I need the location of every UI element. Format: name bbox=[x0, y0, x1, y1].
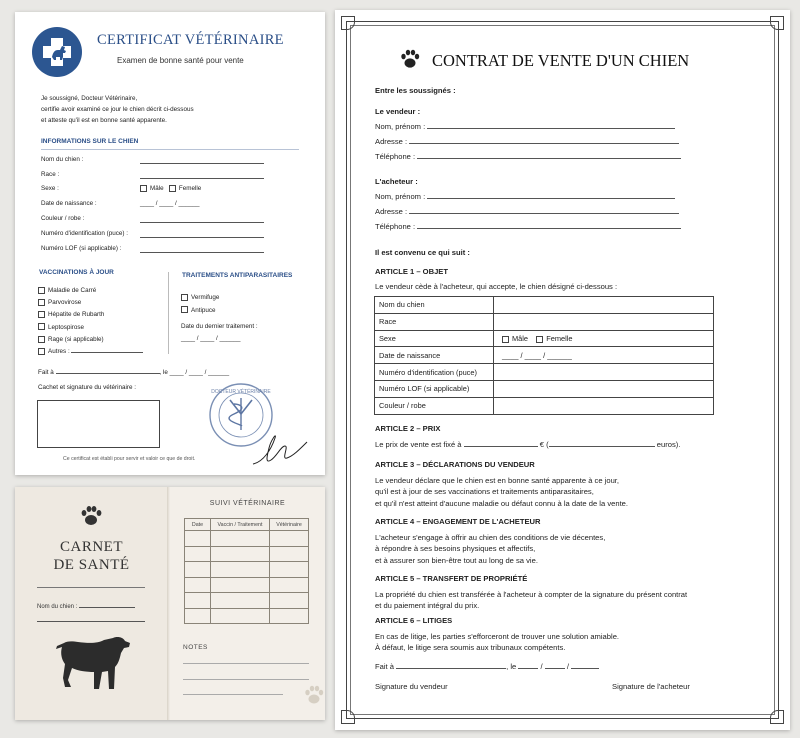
vaccination-item: Parvovirose bbox=[38, 297, 143, 309]
sale-contract bbox=[335, 10, 790, 730]
buyer-phone-line[interactable] bbox=[417, 222, 681, 229]
field-lof-line[interactable] bbox=[140, 246, 264, 253]
vaccination-checkbox[interactable] bbox=[38, 287, 45, 294]
col-date: Date bbox=[185, 519, 211, 531]
article4-text: L'acheteur s'engage à offrir au chien des conditions de vie décentes, à répondre à ses besoins physiques et affectifs, et à assurer son bien-être tout au long de sa vie. bbox=[375, 533, 606, 565]
booklet-extra-line[interactable] bbox=[37, 615, 145, 622]
buyer-name-line[interactable] bbox=[427, 192, 675, 199]
vaccination-checkbox[interactable] bbox=[38, 348, 45, 355]
signature-scribble bbox=[245, 432, 315, 470]
followup-title: SUIVI VÉTÉRINAIRE bbox=[209, 500, 286, 507]
seller-phone-line[interactable] bbox=[417, 152, 681, 159]
vet-cross-dog-icon bbox=[31, 26, 83, 78]
table-row: Race bbox=[375, 313, 714, 330]
parties-intro: Entre les soussignés : bbox=[375, 86, 456, 95]
table-row[interactable] bbox=[185, 608, 309, 624]
last-treatment-date[interactable]: ____ / ____ / ______ bbox=[181, 335, 241, 342]
paw-icon bbox=[399, 48, 421, 70]
booklet-title-line2: DE SANTÉ bbox=[53, 557, 130, 573]
place-line[interactable] bbox=[56, 367, 160, 374]
seller-phone-row: Téléphone : bbox=[375, 152, 681, 161]
contract-made-at: Fait à , le / / bbox=[375, 662, 599, 671]
buyer-address-line[interactable] bbox=[409, 207, 679, 214]
sex-options bbox=[140, 185, 201, 192]
table-row: Couleur / robe bbox=[375, 397, 714, 414]
vaccination-item: Leptospirose bbox=[38, 322, 143, 334]
article3-text: Le vendeur déclare que le chien est en bonne santé apparente à ce jour, qu'il est à jour de ses vaccinations et traitements antiparasitaires, et qu'il n'est atteint d'aucune maladie ou défaut connu à la date de la vente. bbox=[375, 476, 629, 508]
article4-title: ARTICLE 4 – ENGAGEMENT DE L'ACHETEUR bbox=[375, 517, 541, 526]
field-birthdate-label: Date de naissance : bbox=[41, 200, 97, 207]
seller-heading: Le vendeur : bbox=[375, 107, 421, 116]
vaccination-item: Rage (si applicable) bbox=[38, 334, 143, 346]
date-blank[interactable]: ____ / ____ / ______ bbox=[169, 369, 230, 376]
dog-silhouette-icon bbox=[51, 632, 135, 698]
male-checkbox[interactable] bbox=[140, 185, 147, 192]
buyer-address-row: Adresse : bbox=[375, 207, 679, 216]
other-vaccine-line[interactable] bbox=[71, 346, 143, 353]
stamp-text: DOCTEUR VÉTÉRINAIRE bbox=[211, 389, 271, 395]
vaccination-list bbox=[38, 285, 143, 358]
table-cell-input[interactable] bbox=[494, 380, 714, 397]
male-checkbox[interactable] bbox=[502, 336, 509, 343]
certificate-title: CERTIFICAT VÉTÉRINAIRE bbox=[97, 32, 284, 48]
last-treatment-label: Date du dernier traitement : bbox=[181, 323, 258, 330]
intro-line: Je soussigné, Docteur Vétérinaire, bbox=[41, 95, 138, 102]
field-chip-line[interactable] bbox=[140, 231, 264, 238]
seller-name-row: Nom, prénom : bbox=[375, 122, 675, 131]
field-dog-name-label: Nom du chien : bbox=[41, 156, 84, 163]
field-chip-label: Numéro d'identification (puce) : bbox=[41, 230, 128, 237]
birthdate-blank[interactable]: ____ / ____ / ______ bbox=[494, 347, 714, 364]
treatment-item: Antipuce bbox=[181, 305, 219, 318]
booklet-dog-name-line[interactable] bbox=[79, 601, 135, 608]
article5-title: ARTICLE 5 – TRANSFERT DE PROPRIÉTÉ bbox=[375, 574, 528, 583]
treatments-heading: TRAITEMENTS ANTIPARASITAIRES bbox=[182, 272, 293, 279]
treatment-list bbox=[181, 292, 219, 317]
treatment-checkbox[interactable] bbox=[181, 294, 188, 301]
female-checkbox[interactable] bbox=[169, 185, 176, 192]
dog-details-table bbox=[374, 296, 714, 415]
seller-address-row: Adresse : bbox=[375, 137, 679, 146]
table-row[interactable] bbox=[185, 531, 309, 547]
veterinary-certificate bbox=[15, 12, 325, 475]
booklet-dog-name: Nom du chien : bbox=[37, 601, 135, 610]
field-color-label: Couleur / robe : bbox=[41, 215, 85, 222]
health-booklet bbox=[15, 487, 325, 720]
table-row: Numéro LOF (si applicable) bbox=[375, 380, 714, 397]
buyer-phone-row: Téléphone : bbox=[375, 222, 681, 231]
field-sex-label: Sexe : bbox=[41, 185, 59, 192]
seller-address-line[interactable] bbox=[409, 137, 679, 144]
buyer-signature-label: Signature de l'acheteur bbox=[612, 682, 690, 691]
table-cell-input[interactable] bbox=[494, 297, 714, 314]
field-breed-label: Race : bbox=[41, 171, 60, 178]
certificate-subtitle: Examen de bonne santé pour vente bbox=[117, 56, 244, 65]
certificate-intro bbox=[41, 93, 194, 126]
table-cell-input[interactable] bbox=[494, 364, 714, 381]
table-cell-input[interactable] bbox=[494, 313, 714, 330]
birthdate-blank[interactable]: ____ / ____ / ______ bbox=[140, 200, 200, 207]
notes-line[interactable] bbox=[183, 663, 309, 664]
table-row[interactable] bbox=[185, 593, 309, 609]
notes-line[interactable] bbox=[183, 679, 309, 680]
booklet-followup-page bbox=[170, 487, 325, 720]
agreed-heading: Il est convenu ce qui suit : bbox=[375, 248, 470, 257]
table-header-row bbox=[185, 519, 309, 531]
cert-made-at: Fait à , le ____ / ____ / ______ bbox=[38, 369, 230, 376]
table-row[interactable] bbox=[185, 546, 309, 562]
stamp-label: Cachet et signature du vétérinaire : bbox=[38, 384, 137, 391]
vaccinations-heading: VACCINATIONS À JOUR bbox=[39, 269, 114, 276]
field-breed-line[interactable] bbox=[140, 172, 264, 179]
field-lof-label: Numéro LOF (si applicable) : bbox=[41, 245, 122, 252]
vaccination-item: Autres : bbox=[38, 346, 143, 358]
table-row: Nom du chien bbox=[375, 297, 714, 314]
table-row[interactable] bbox=[185, 562, 309, 578]
booklet-cover bbox=[15, 487, 168, 720]
price-figures-line[interactable] bbox=[464, 440, 538, 447]
table-row: Date de naissance ____ / ____ / ______ bbox=[375, 347, 714, 364]
article3-title: ARTICLE 3 – DÉCLARATIONS DU VENDEUR bbox=[375, 460, 535, 469]
notes-line[interactable] bbox=[183, 694, 283, 695]
year-line[interactable] bbox=[571, 662, 599, 669]
table-cell-input[interactable] bbox=[494, 397, 714, 414]
treatment-checkbox[interactable] bbox=[181, 306, 188, 313]
stamp-box[interactable] bbox=[37, 400, 160, 448]
seller-signature-label: Signature du vendeur bbox=[375, 682, 448, 691]
table-row: Numéro d'identification (puce) bbox=[375, 364, 714, 381]
article2-title: ARTICLE 2 – PRIX bbox=[375, 424, 441, 433]
buyer-heading: L'acheteur : bbox=[375, 177, 418, 186]
place-line[interactable] bbox=[396, 662, 506, 669]
article1-title: ARTICLE 1 – OBJET bbox=[375, 267, 448, 276]
paw-watermark-icon bbox=[303, 684, 325, 706]
col-veterinarian: Vétérinaire bbox=[270, 519, 309, 531]
vaccination-checkbox[interactable] bbox=[38, 323, 45, 330]
vaccination-checkbox[interactable] bbox=[38, 299, 45, 306]
vaccination-checkbox[interactable] bbox=[38, 336, 45, 343]
article6-text: En cas de litige, les parties s'efforceront de trouver une solution amiable. À défaut, le litige sera soumis aux tribunaux compétents. bbox=[375, 632, 620, 653]
article1-text: Le vendeur cède à l'acheteur, qui accepte, le chien désigné ci-dessous : bbox=[375, 282, 618, 291]
month-line[interactable] bbox=[545, 662, 565, 669]
female-label: Femelle bbox=[178, 185, 202, 193]
intro-line: et atteste qu'il est en bonne santé apparente. bbox=[41, 117, 167, 124]
certificate-footer: Ce certificat est établi pour servir et valoir ce que de droit. bbox=[63, 456, 196, 462]
dog-info-heading: INFORMATIONS SUR LE CHIEN bbox=[41, 138, 139, 145]
notes-title: NOTES bbox=[183, 644, 208, 651]
booklet-title-line1: CARNET bbox=[60, 539, 123, 555]
field-color-line[interactable] bbox=[140, 216, 264, 223]
female-checkbox[interactable] bbox=[536, 336, 543, 343]
article5-text: La propriété du chien est transférée à l'acheteur à compter de la signature du présent contrat et du paiement intégral du prix. bbox=[375, 590, 688, 611]
vaccination-item: Hépatite de Rubarth bbox=[38, 309, 143, 321]
article2-text: Le prix de vente est fixé à € ( euros). bbox=[375, 440, 681, 449]
followup-table bbox=[184, 518, 309, 624]
vaccination-checkbox[interactable] bbox=[38, 311, 45, 318]
buyer-name-row: Nom, prénom : bbox=[375, 192, 675, 201]
contract-title: CONTRAT DE VENTE D'UN CHIEN bbox=[432, 51, 690, 70]
treatment-item: Vermifuge bbox=[181, 292, 219, 305]
day-line[interactable] bbox=[518, 662, 538, 669]
sex-options: Mâle Femelle bbox=[494, 330, 714, 347]
paw-icon bbox=[79, 504, 103, 528]
intro-line: certifie avoir examiné ce jour le chien décrit ci-dessous bbox=[41, 106, 194, 113]
table-row: Sexe Mâle Femelle bbox=[375, 330, 714, 347]
vaccination-item: Maladie de Carré bbox=[38, 285, 143, 297]
price-words-line[interactable] bbox=[549, 440, 655, 447]
seller-name-line[interactable] bbox=[427, 122, 675, 129]
field-dog-name-line[interactable] bbox=[140, 157, 264, 164]
article6-title: ARTICLE 6 – LITIGES bbox=[375, 616, 453, 625]
col-treatment: Vaccin / Traitement bbox=[211, 519, 270, 531]
table-row[interactable] bbox=[185, 577, 309, 593]
male-label: Mâle bbox=[150, 185, 164, 193]
